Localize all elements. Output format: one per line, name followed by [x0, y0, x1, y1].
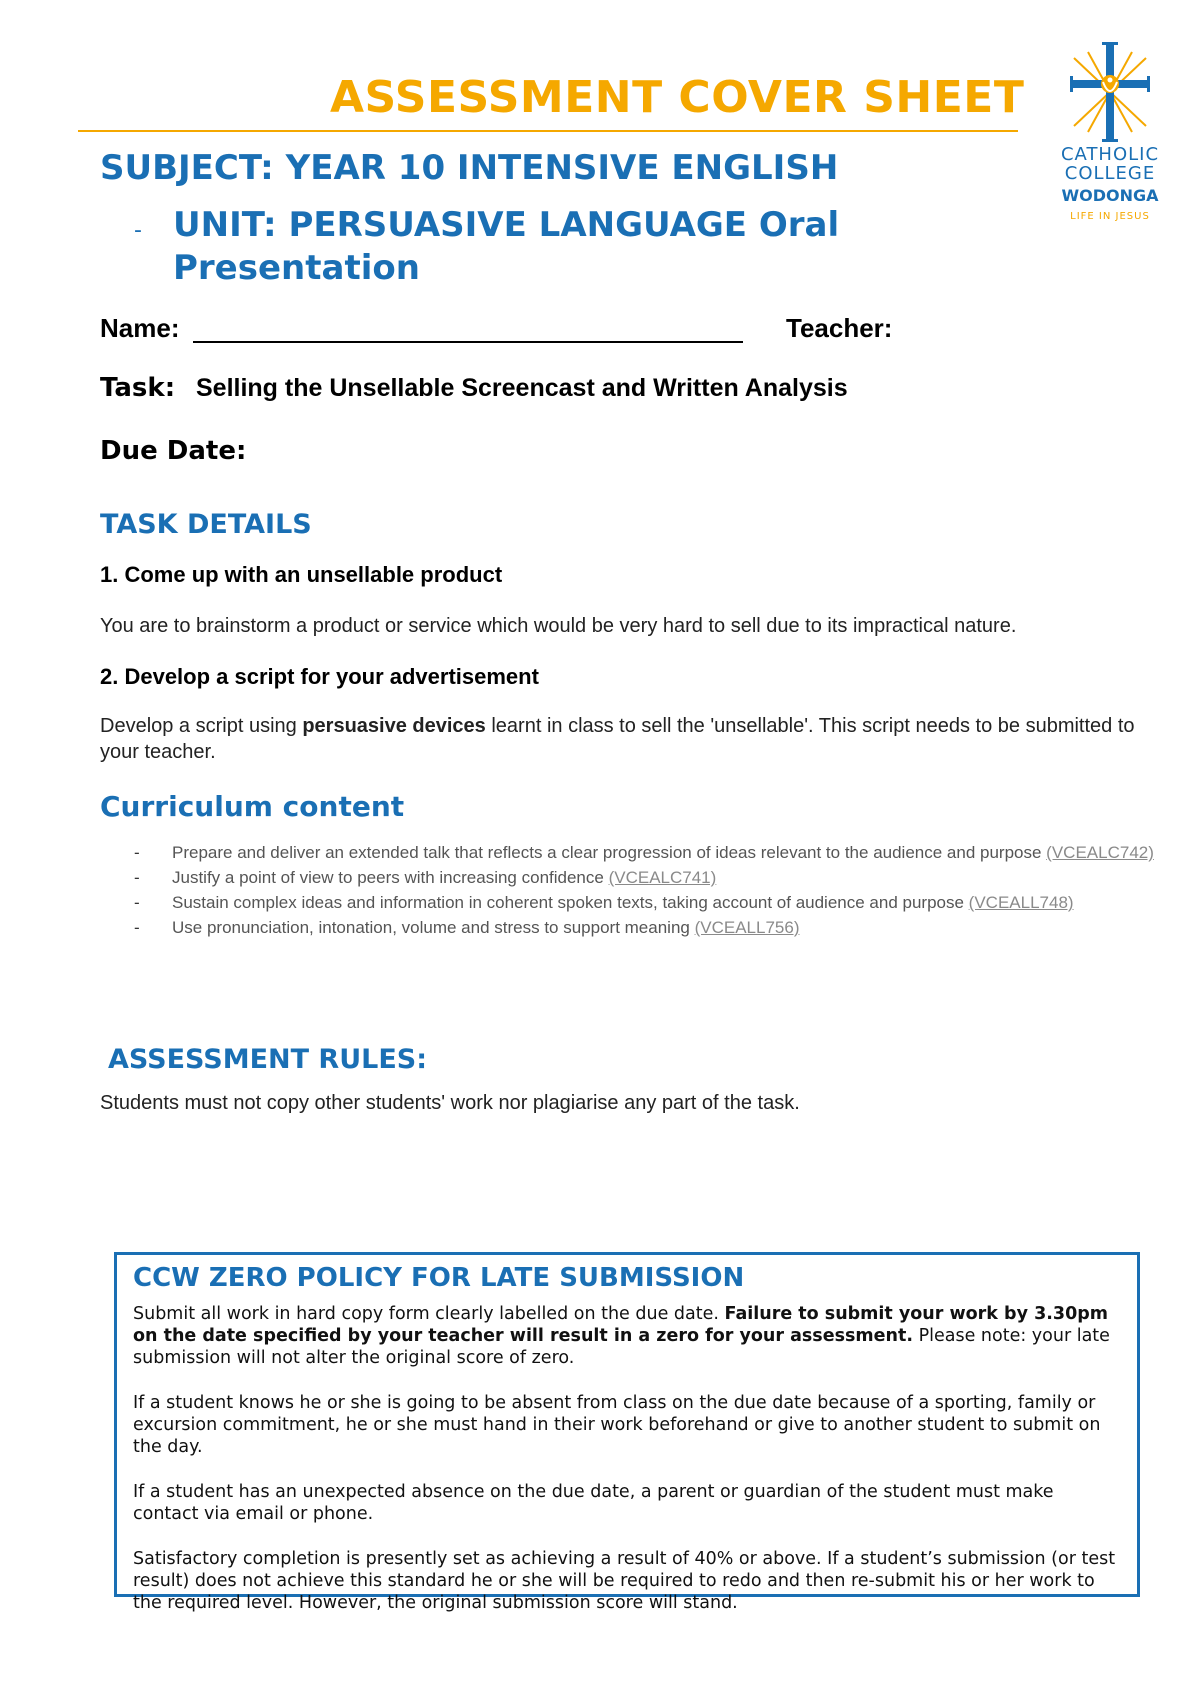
list-item-text: Use pronunciation, intonation, volume and stress to support meaning [172, 918, 695, 937]
step-2-text [100, 713, 1140, 765]
curriculum-code-link[interactable]: (VCEALC742) [1046, 843, 1154, 862]
unit-heading: UNIT: PERSUASIVE LANGUAGE Oral Presentation [173, 205, 840, 288]
list-item: - Use pronunciation, intonation, volume and stress to support meaning (VCEALL756) [134, 918, 800, 937]
step-2-text-bold: persuasive devices [302, 715, 486, 737]
step-2-text-post: learnt in class to sell the 'unsellable'. This script needs to be submitted to your teacher. [100, 715, 1135, 763]
teacher-label: Teacher: [786, 313, 893, 343]
late-policy-box [114, 1252, 1140, 1613]
policy-paragraph-4: Satisfactory completion is presently set as achieving a result of 40% or above. If a student’s submission (or test result) does not achieve this standard he or she will be required to redo and then re-submit his or her work to the required level. However, the original submission score will stand. [133, 1549, 1116, 1613]
task-details-heading: TASK DETAILS [100, 509, 312, 540]
step-1-title: 1. Come up with an unsellable product [100, 562, 503, 587]
name-label: Name: [100, 313, 180, 343]
subject-heading: SUBJECT: YEAR 10 INTENSIVE ENGLISH [100, 148, 839, 188]
list-item: - Sustain complex ideas and information in coherent spoken texts, taking account of audience and purpose (VCEALL748) [134, 893, 1074, 912]
assessment-rules-text: Students must not copy other students' work nor plagiarise any part of the task. [100, 1092, 800, 1114]
step-2-text-pre: Develop a script using [100, 715, 303, 737]
curriculum-code-link[interactable]: (VCEALL756) [694, 918, 800, 937]
policy-p1-pre: Submit all work in hard copy form clearly labelled on the due date. [133, 1304, 725, 1324]
curriculum-heading: Curriculum content [100, 790, 405, 823]
step-1-text: You are to brainstorm a product or service which would be very hard to sell due to its impractical nature. [100, 615, 1017, 637]
policy-paragraph-1 [133, 1303, 1123, 1369]
list-item-text: Justify a point of view to peers with increasing confidence [172, 868, 609, 887]
list-item: - Justify a point of view to peers with increasing confidence (VCEALC741) [134, 868, 717, 887]
policy-p1-bold: Failure to submit your work by 3.30pm on the date specified by your teacher will result in a zero for your assessment. [133, 1304, 1109, 1346]
task-value: Selling the Unsellable Screencast and Written Analysis [196, 374, 848, 402]
policy-heading: CCW ZERO POLICY FOR LATE SUBMISSION [133, 1263, 745, 1293]
curriculum-code-link[interactable]: (VCEALC741) [608, 868, 717, 887]
task-label: Task: [100, 373, 176, 403]
assessment-rules-heading: ASSESSMENT RULES: [108, 1044, 428, 1075]
policy-p1-post: Please note: your late submission will not alter the original score of zero. [133, 1326, 1110, 1368]
title-underline [78, 130, 1018, 132]
logo-line-wodonga: WODONGA [1061, 186, 1159, 205]
college-logo [1040, 40, 1180, 230]
page-title: ASSESSMENT COVER SHEET [330, 72, 1025, 123]
curriculum-list [134, 842, 1154, 942]
name-field-line[interactable] [193, 341, 743, 343]
due-date-label: Due Date: [100, 436, 247, 466]
logo-line-catholic: CATHOLIC [1060, 144, 1160, 165]
logo-line-college: COLLEGE [1064, 163, 1156, 184]
curriculum-code-link[interactable]: (VCEALL748) [968, 893, 1074, 912]
unit-dash: - [134, 218, 142, 243]
logo-motto: LIFE IN JESUS [1070, 211, 1150, 222]
list-item: - Prepare and deliver an extended talk that reflects a clear progression of ideas relevant to the audience and purpose (VCEALC742) [134, 843, 1154, 862]
list-item-text: Sustain complex ideas and information in coherent spoken texts, taking account of audience and purpose [172, 893, 969, 912]
cross-icon [1040, 40, 1180, 144]
step-2-title: 2. Develop a script for your advertisement [100, 664, 539, 689]
policy-paragraph-2: If a student knows he or she is going to be absent from class on the due date because of a sporting, family or excursion commitment, he or she must hand in their work beforehand or give to another student to submit on the day. [133, 1393, 1101, 1457]
policy-paragraph-3: If a student has an unexpected absence on the due date, a parent or guardian of the student must make contact via email or phone. [133, 1482, 1054, 1524]
list-item-text: Prepare and deliver an extended talk that reflects a clear progression of ideas relevant to the audience and purpose [172, 843, 1047, 862]
